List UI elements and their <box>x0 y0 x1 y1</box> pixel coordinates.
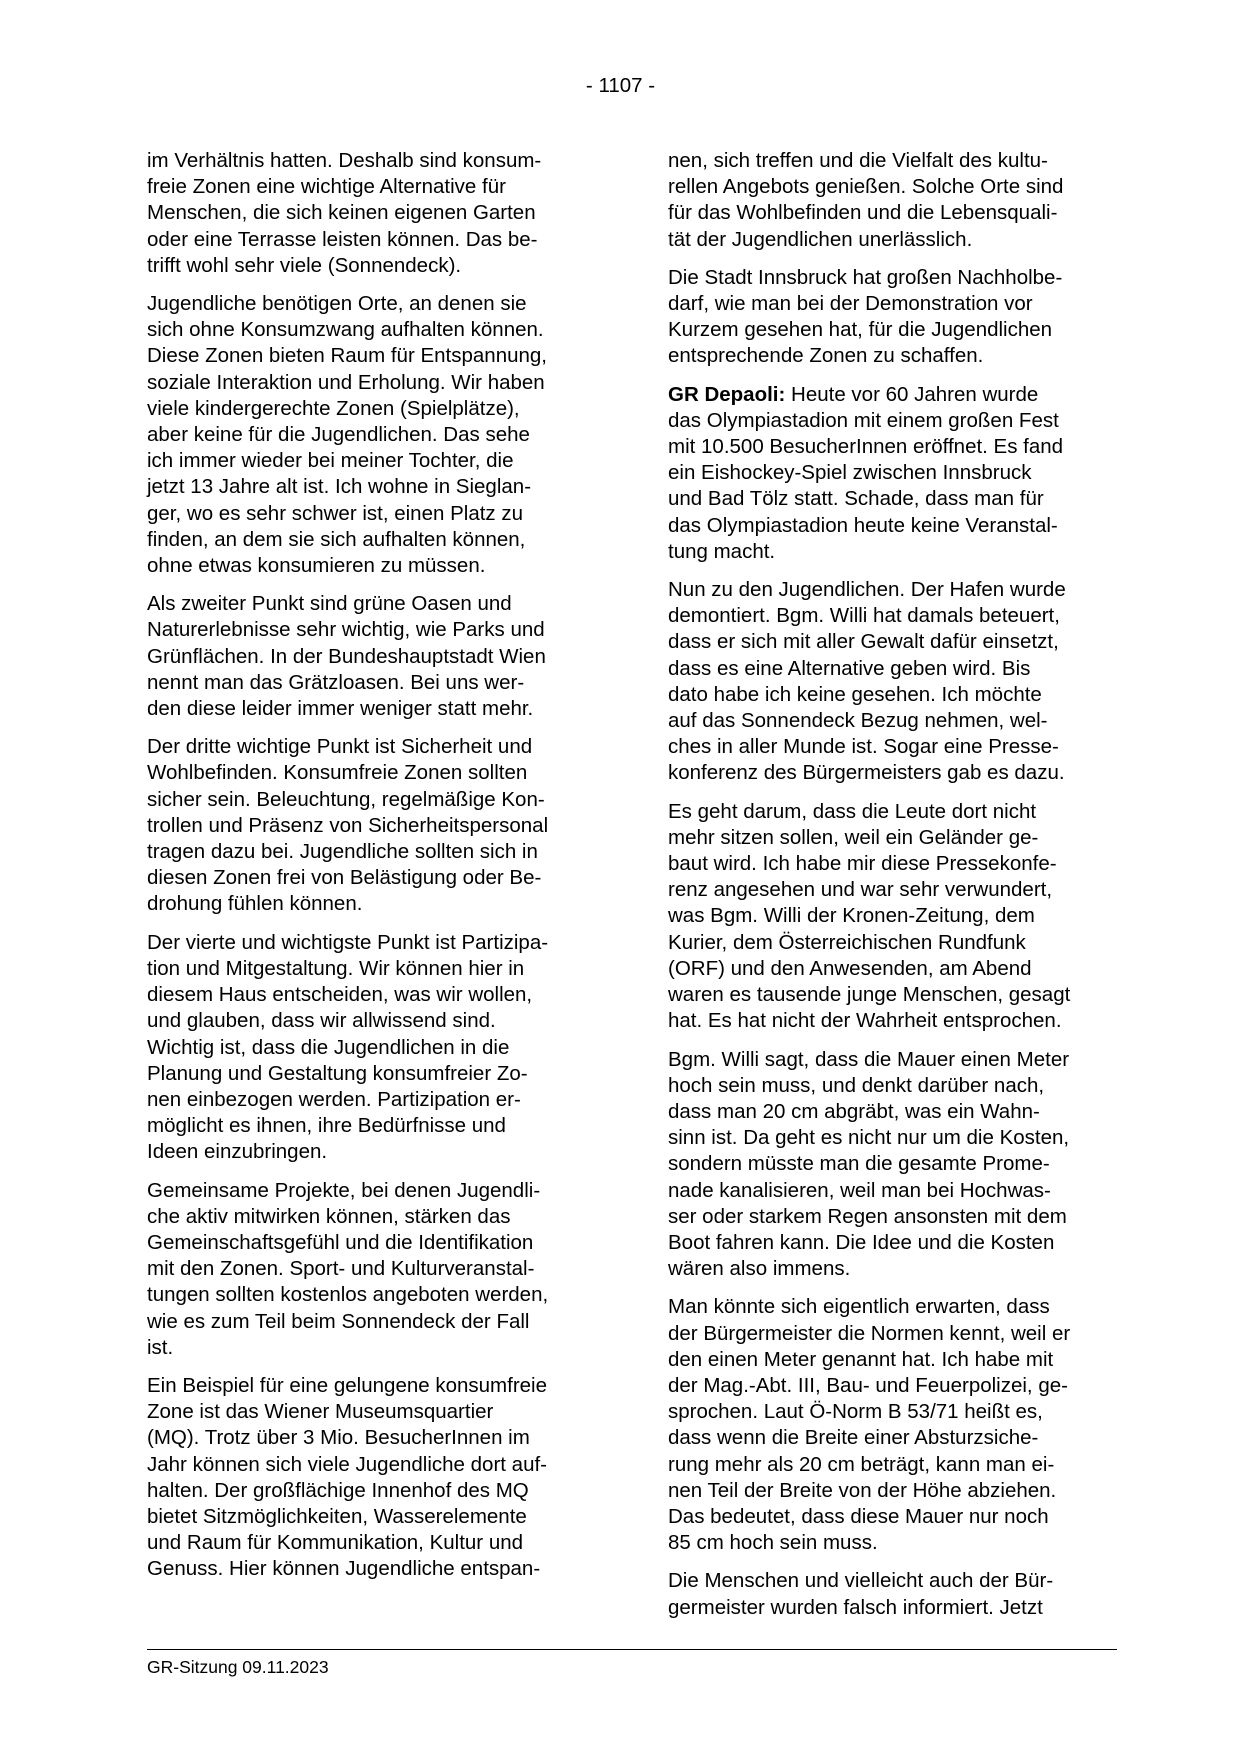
paragraph: Der vierte und wichtigste Punkt ist Partizipa- tion und Mitgestaltung. Wir können hier in diesem Haus entscheiden, was wir wollen, und glauben, dass wir allwissend sind. Wichtig ist, dass die Jugendlichen in die Planung und Gestaltung konsumfreier Zo- nen einbezogen werden. Partizipation er- möglicht es ihnen, ihre Bedürfnisse und Ideen einzubringen. <box>147 930 549 1164</box>
paragraph: Es geht darum, dass die Leute dort nicht mehr sitzen sollen, weil ein Geländer ge- baut wird. Ich habe mir diese Pressekonfe- renz angesehen und war sehr verwundert, was Bgm. Willi der Kronen-Zeitung, dem Kurier, dem Österreichischen Rundfunk (ORF) und den Anwesenden, am Abend waren es tausende junge Menschen, gesagt hat. Es hat nicht der Wahrheit entsprochen. <box>668 799 1071 1033</box>
paragraph: Ein Beispiel für eine gelungene konsumfreie Zone ist das Wiener Museumsquartier (MQ). Trotz über 3 Mio. BesucherInnen im Jahr können sich viele Jugendliche dort auf- halten. Der großflächige Innenhof des MQ bietet Sitzmöglichkeiten, Wasserelemente und Raum für Kommunikation, Kultur und Genuss. Hier können Jugendliche entspan- <box>147 1373 548 1581</box>
paragraph: im Verhältnis hatten. Deshalb sind konsum- freie Zonen eine wichtige Alternative für Menschen, die sich keinen eigenen Garten oder eine Terrasse leisten können. Das be- trifft wohl sehr viele (Sonnendeck). <box>147 149 542 277</box>
paragraph: Bgm. Willi sagt, dass die Mauer einen Meter hoch sein muss, und denkt darüber nach, dass man 20 cm abgräbt, was ein Wahn- sinn ist. Da geht es nicht nur um die Kosten, sondern müsste man die gesamte Prome- nade kanalisieren, weil man bei Hochwas- ser oder starkem Regen ansonsten mit dem Boot fahren kann. Die Idee und die Kosten wären also immens. <box>668 1047 1070 1281</box>
speaker-statement: Heute vor 60 Jahren wurde das Olympiastadion mit einem großen Fest mit 10.500 BesucherInnen eröffnet. Es fand ein Eishockey-Spiel zwischen Innsbruck und Bad Tölz statt. Schade, dass man für das Olympiastadion heute keine Veranstal- tung macht. <box>668 382 1064 563</box>
speaker-paragraph <box>668 382 1113 565</box>
page-number: - 1107 - <box>585 74 656 97</box>
right-column <box>668 148 1113 1633</box>
paragraph: nen, sich treffen und die Vielfalt des kultu- rellen Angebots genießen. Solche Orte sind für das Wohlbefinden und die Lebensquali- tät der Jugendlichen unerlässlich. <box>668 149 1064 251</box>
paragraph: Die Stadt Innsbruck hat großen Nachholbe- darf, wie man bei der Demonstration vor Kurzem gesehen hat, für die Jugendlichen entsprechende Zonen zu schaffen. <box>668 265 1063 368</box>
paragraph: Nun zu den Jugendlichen. Der Hafen wurde demontiert. Bgm. Willi hat damals beteuert, dass er sich mit aller Gewalt dafür einsetzt, dass es eine Alternative geben wird. Bis dato habe ich keine gesehen. Ich möchte auf das Sonnendeck Bezug nehmen, wel- ches in aller Munde ist. Sogar eine Presse- konferenz des Bürgermeisters gab es dazu. <box>668 578 1066 785</box>
footer-session-date: GR-Sitzung 09.11.2023 <box>147 1657 329 1677</box>
footer-divider <box>147 1649 1117 1650</box>
paragraph: Man könnte sich eigentlich erwarten, dass der Bürgermeister die Normen kennt, weil er den einen Meter genannt hat. Ich habe mit der Mag.-Abt. III, Bau- und Feuerpolizei, ge- sprochen. Laut Ö-Norm B 53/71 heißt es, dass wenn die Breite einer Absturzsiche- rung mehr als 20 cm beträgt, kann man ei- nen Teil der Breite von der Höhe abziehen. Das bedeutet, dass diese Mauer nur noch 85 cm hoch sein muss. <box>668 1295 1071 1555</box>
paragraph: Der dritte wichtige Punkt ist Sicherheit und Wohlbefinden. Konsumfreie Zonen sollten sicher sein. Beleuchtung, regelmäßige Kon- trollen und Präsenz von Sicherheitspersonal tragen dazu bei. Jugendliche sollten sich in diesen Zonen frei von Belästigung oder Be- drohung fühlen können. <box>147 735 549 916</box>
paragraph: Gemeinsame Projekte, bei denen Jugendli- che aktiv mitwirken können, stärken das Gemeinschaftsgefühl und die Identifikation mit den Zonen. Sport- und Kulturveranstal- tungen sollten kostenlos angeboten werden, wie es zum Teil beim Sonnendeck der Fall ist. <box>147 1178 549 1359</box>
paragraph: Die Menschen und vielleicht auch der Bür- germeister wurden falsch informiert. Jetzt <box>668 1569 1054 1619</box>
paragraph: Als zweiter Punkt sind grüne Oasen und Naturerlebnisse sehr wichtig, wie Parks und Grünflächen. In der Bundeshauptstadt Wien nennt man das Grätzloasen. Bei uns wer- den diese leider immer weniger statt mehr. <box>147 592 546 721</box>
paragraph: Jugendliche benötigen Orte, an denen sie sich ohne Konsumzwang aufhalten können. Diese Zonen bieten Raum für Entspannung, soziale Interaktion und Erholung. Wir haben viele kindergerechte Zonen (Spielplätze), aber keine für die Jugendlichen. Das sehe ich immer wieder bei meiner Tochter, die jetzt 13 Jahre alt ist. Ich wohne in Sieglan- ger, wo es sehr schwer ist, einen Platz zu finden, an dem sie sich aufhalten können, ohne etwas konsumieren zu müssen. <box>147 292 548 578</box>
speaker-name: GR Depaoli: <box>668 382 786 406</box>
left-column <box>147 148 592 1595</box>
